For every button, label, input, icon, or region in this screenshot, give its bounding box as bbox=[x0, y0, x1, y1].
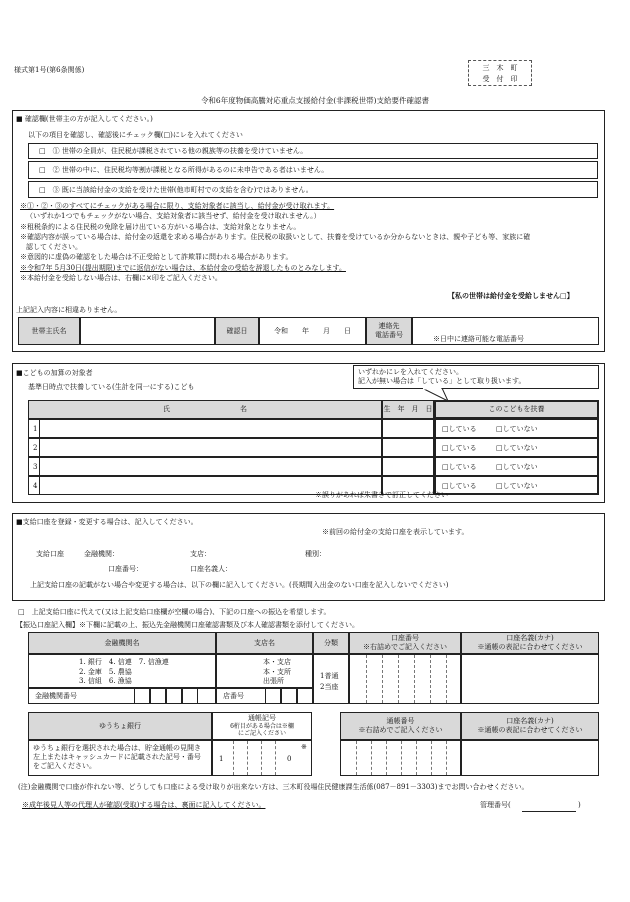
guardian-note: ※成年後見人等の代理人が確認(受取)する場合は、裏面に記入してください。 bbox=[22, 801, 266, 809]
account-holder-label: 口座名義人： bbox=[190, 565, 232, 573]
child-row-number-divider bbox=[28, 457, 40, 476]
yucho-symbol-header: 通帳記号 6桁目がある場合は※欄 にご記入ください bbox=[212, 712, 312, 740]
date-label: 確認日 bbox=[215, 317, 259, 345]
bank-code-digit[interactable] bbox=[150, 688, 166, 704]
branch-type-options[interactable]: 本・支店 本・支所 出張所 bbox=[216, 654, 313, 688]
alt-account-checkbox[interactable]: □ 上記支給口座に代えて(又は上記支給口座欄が空欄の場合)、下記の口座への振込を希望します。 bbox=[18, 608, 331, 616]
stamp-line1: 三 木 町 bbox=[482, 64, 518, 72]
child-name-field[interactable] bbox=[41, 420, 381, 437]
account-number-label: 口座番号： bbox=[108, 565, 143, 573]
note-8: ※本給付金を受給しない場合は、右欄に×印をご記入ください。 bbox=[20, 274, 222, 283]
agree-statement: 上記記入内容に相違ありません。 bbox=[16, 306, 122, 314]
form-number: 様式第1号(第6条関係) bbox=[14, 66, 85, 74]
child-support-cell bbox=[434, 438, 599, 457]
support-no-checkbox[interactable]: □していない bbox=[496, 425, 538, 433]
note-3: ※租税条約による住民税の免除を届け出ている方がいる場合は、支給対象となりません。 bbox=[20, 222, 301, 231]
support-yes-checkbox[interactable]: □している bbox=[442, 482, 477, 490]
transfer-heading: 【振込口座記入欄】※下欄に記載の上、振込先金融機関口座確認書類及び本人確認書類を添付してください。 bbox=[16, 621, 359, 629]
note-1: ※①・②・③のすべてにチェックがある場合に限り、支給対象者に該当し、給付金が受け取れます。 bbox=[20, 202, 335, 210]
decline-checkbox[interactable]: 【私の世帯は給付金を受給しません□】 bbox=[448, 291, 574, 300]
management-number-field[interactable] bbox=[522, 811, 576, 812]
child-row-number: 4 bbox=[33, 482, 38, 490]
yucho-symbol-field[interactable] bbox=[212, 740, 312, 776]
note-5: 認してください。 bbox=[26, 243, 82, 252]
missing-account-note: 上記支給口座の記載がない場合や変更する場合は、以下の欄に記入してください。(長期間入出金のない口座を記入しないでください) bbox=[30, 581, 449, 589]
note-4: ※確認内容が誤っている場合は、給付金の返還を求める場合があります。住民税の取扱いとして、扶養を受けているか分からないときは、親や子ども等、家族に確 bbox=[20, 232, 531, 241]
account-label: 支給口座 bbox=[36, 550, 64, 558]
management-number-label: 管理番号( bbox=[480, 801, 511, 809]
bank-name-label: 金融機関： bbox=[84, 550, 119, 558]
check-item-3[interactable]: □ ③ 既に当該給付金の支給を受けた世帯(他市町村での支給を含む)ではありません。 bbox=[28, 181, 598, 198]
child-row bbox=[28, 438, 382, 457]
child-row-number: 2 bbox=[33, 444, 38, 452]
child-row-number-divider bbox=[28, 438, 40, 457]
child-row bbox=[28, 419, 382, 438]
branch-code-label: 店番号 bbox=[223, 692, 244, 700]
col-name-text: 氏 名 bbox=[163, 405, 247, 414]
children-note: ※誤りがあれば朱書きで訂正してください bbox=[315, 491, 448, 499]
contact-note: ※日中に連絡可能な電話番号 bbox=[433, 335, 524, 343]
contact-phone-field[interactable] bbox=[412, 317, 599, 345]
note-6: ※意図的に虚偽の確認をした場合は不正受給として詐欺罪に問われる場合があります。 bbox=[20, 253, 293, 262]
account-type-label: 種別： bbox=[305, 550, 326, 558]
child-name-field[interactable] bbox=[41, 439, 381, 456]
bank-code-row bbox=[28, 688, 216, 704]
number-col-header: 口座番号 ※右詰めでご記入ください bbox=[349, 632, 461, 654]
document-title: 令和6年度物価高騰対応重点支援給付金(非課税世帯)支給要件確認書 bbox=[200, 96, 430, 105]
account-heading: ■支給口座を登録・変更する場合は、記入してください。 bbox=[16, 518, 198, 526]
branch-code-digit[interactable] bbox=[297, 688, 313, 704]
child-dob-field[interactable] bbox=[382, 438, 434, 457]
check-item-1[interactable]: □ ① 世帯の全員が、住民税が課税されている他の親族等の扶養を受けていません。 bbox=[28, 143, 598, 159]
yucho-digit-1: 1 bbox=[219, 755, 224, 763]
child-dob-field[interactable] bbox=[382, 457, 434, 476]
support-no-checkbox[interactable]: □していない bbox=[496, 444, 538, 452]
children-subheading: 基準日時点で扶養している(生計を同一にする)こども bbox=[28, 383, 195, 391]
bank-code-digit[interactable] bbox=[182, 688, 198, 704]
date-field[interactable]: 令和 年 月 日 bbox=[259, 317, 366, 345]
child-name-field[interactable] bbox=[41, 458, 381, 475]
confirm-notes bbox=[20, 201, 605, 283]
yucho-mark: ※ bbox=[301, 743, 307, 751]
bank-type-options[interactable]: 1. 銀行 4. 信連 7. 信漁連 2. 金庫 5. 農協 3. 信組 6. 漁協 bbox=[28, 654, 216, 688]
householder-name-field[interactable] bbox=[80, 317, 215, 345]
note-2: （いずれか1つでもチェックがない場合、支給対象者に該当せず、給付金を受け取れません。） bbox=[26, 212, 321, 221]
bank-col-header: 金融機関名 bbox=[28, 632, 216, 654]
support-yes-checkbox[interactable]: □している bbox=[442, 463, 477, 471]
account-holder-field[interactable] bbox=[461, 654, 599, 704]
footer-contact-note: (注)金融機関で口座が作れない等、どうしても口座による受け取りが出来ない方は、三木町役場住民健康課生活係(087－891－3303)までお問い合わせください。 bbox=[18, 783, 529, 791]
yucho-holder-field[interactable] bbox=[461, 740, 599, 776]
support-yes-checkbox[interactable]: □している bbox=[442, 444, 477, 452]
children-callout: いずれかにレを入れてください。 記入が無い場合は「している」として取り扱います。 bbox=[353, 365, 599, 389]
bank-code-digit[interactable] bbox=[166, 688, 182, 704]
child-support-cell bbox=[434, 476, 599, 495]
confirm-heading: ■ 確認欄(世帯主の方が記入してください。) bbox=[16, 115, 153, 123]
child-row bbox=[28, 457, 382, 476]
type-col-header: 分類 bbox=[313, 632, 349, 654]
bank-code-digit[interactable] bbox=[134, 688, 150, 704]
branch-name-label: 支店： bbox=[190, 550, 211, 558]
child-dob-field[interactable] bbox=[382, 419, 434, 438]
account-number-field[interactable] bbox=[349, 654, 461, 704]
branch-code-row bbox=[216, 688, 313, 704]
account-type-options[interactable]: 1普通 2当座 bbox=[313, 654, 349, 704]
management-number-close: ) bbox=[578, 801, 581, 809]
prev-account-note: ※前回の給付金の支給口座を表示しています。 bbox=[322, 528, 469, 536]
householder-label: 世帯主氏名 bbox=[18, 317, 80, 345]
child-support-cell bbox=[434, 457, 599, 476]
yucho-number-field[interactable] bbox=[340, 740, 461, 776]
child-row-number-divider bbox=[28, 476, 40, 495]
reception-stamp-box bbox=[468, 60, 532, 86]
children-heading: ■こどもの加算の対象者 bbox=[16, 369, 93, 377]
confirm-instruction: 以下の項目を確認し、確認後にチェック欄(□)にレを入れてください bbox=[28, 131, 243, 139]
yucho-description: ゆうちょ銀行を選択された場合は、貯金通帳の見開き左上またはキャッシュカードに記載された記号・番号をご記入ください。 bbox=[28, 740, 212, 776]
yucho-label: ゆうちょ銀行 bbox=[28, 712, 212, 740]
holder-col-header: 口座名義(カナ) ※通帳の表記に合わせてください bbox=[461, 632, 599, 654]
child-row-number: 1 bbox=[33, 425, 38, 433]
bank-code-label: 金融機関番号 bbox=[35, 692, 77, 700]
support-no-checkbox[interactable]: □していない bbox=[496, 482, 538, 490]
children-col-dob-header: 生 年 月 日 bbox=[382, 400, 434, 419]
contact-label: 連絡先 電話番号 bbox=[366, 317, 412, 345]
support-no-checkbox[interactable]: □していない bbox=[496, 463, 538, 471]
child-row-number: 3 bbox=[33, 463, 38, 471]
note-7: ※令和7年 5月30日(提出期限)までに返信がない場合は、本給付金の受給を辞退したものとみなします。 bbox=[20, 263, 346, 272]
branch-col-header: 支店名 bbox=[216, 632, 313, 654]
check-item-2[interactable]: □ ② 世帯の中に、住民税均等割が課税となる所得があるのに未申告である者はいません。 bbox=[28, 161, 598, 179]
stamp-line2: 受 付 印 bbox=[482, 75, 518, 83]
child-support-cell bbox=[434, 419, 599, 438]
branch-code-digit[interactable] bbox=[265, 688, 281, 704]
support-yes-checkbox[interactable]: □している bbox=[442, 425, 477, 433]
child-row-number-divider bbox=[28, 419, 40, 438]
yucho-digit-0: 0 bbox=[287, 755, 292, 763]
yucho-number-header: 通帳番号 ※右詰めでご記入ください bbox=[340, 712, 461, 740]
yucho-holder-header: 口座名義(カナ) ※通帳の表記に合わせてください bbox=[461, 712, 599, 740]
children-col-support-header: このこどもを扶養 bbox=[434, 400, 599, 419]
branch-code-digit[interactable] bbox=[281, 688, 297, 704]
